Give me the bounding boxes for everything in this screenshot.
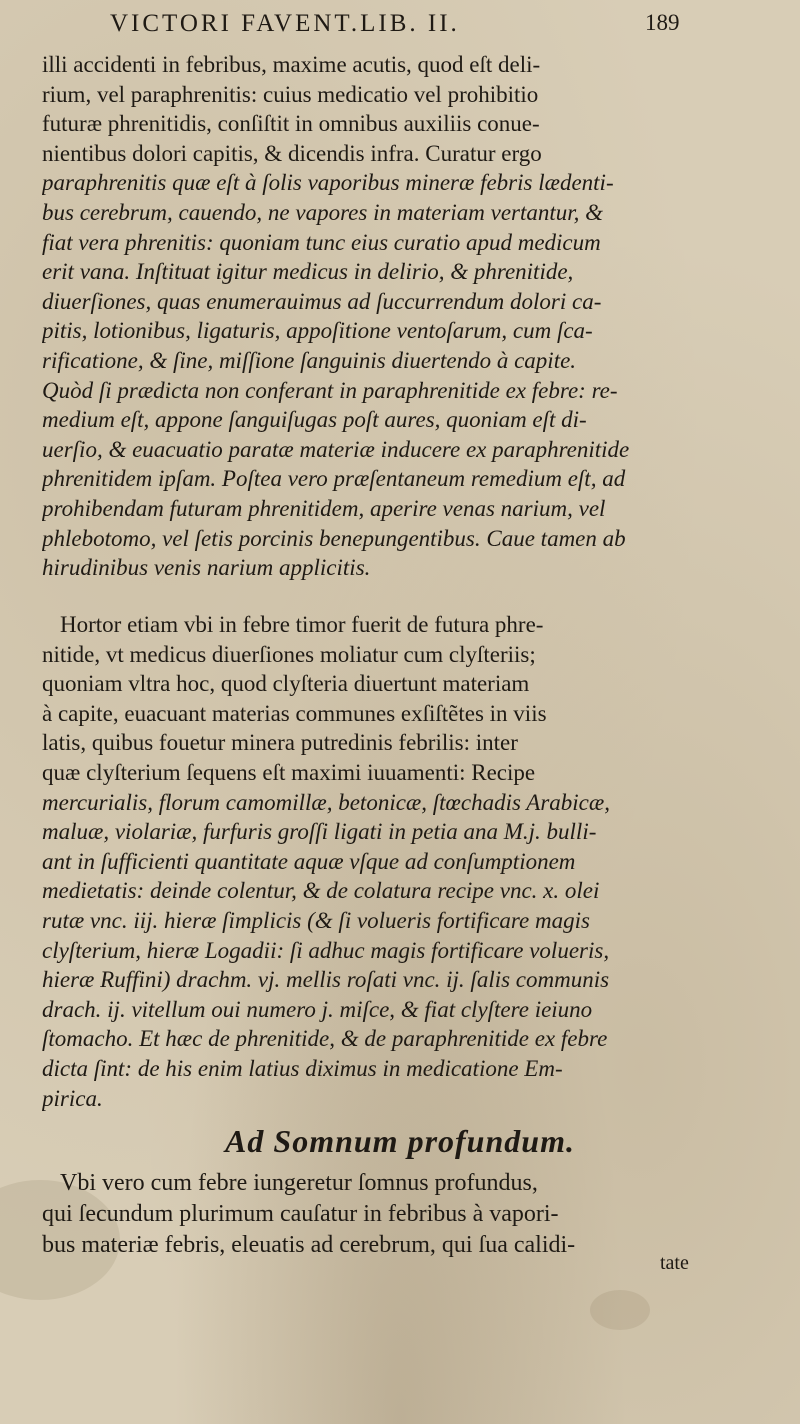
text-line: pirica. bbox=[42, 1085, 103, 1111]
text-line: medium eſt, appone ſanguiſugas poſt aures, quoniam eſt di- bbox=[42, 407, 587, 433]
text-line: Vbi vero cum febre iungeretur ſomnus profundus, bbox=[60, 1170, 538, 1196]
text-line: à capite, euacuant materias communes exſiſtẽtes in viis bbox=[42, 700, 547, 726]
text-line: rutæ vnc. iij. hieræ ſimplicis (& ſi volueris fortificare magis bbox=[42, 907, 590, 933]
text-line: rium, vel paraphrenitis: cuius medicatio vel prohibitio bbox=[42, 81, 539, 107]
paper-stain bbox=[590, 1290, 650, 1330]
text-line: illi accidenti in febribus, maxime acutis, quod eſt deli- bbox=[42, 52, 541, 77]
text-line: maluæ, violariæ, furfuris groſſi ligati in petia ana M.j. bulli- bbox=[42, 819, 597, 845]
text-line: quoniam vltra hoc, quod clyſteria diuertunt materiam bbox=[42, 671, 530, 697]
text-line: qui ſecundum plurimum cauſatur in febribus à vapori- bbox=[42, 1201, 559, 1227]
page-number: 189 bbox=[645, 10, 680, 35]
text-line: Quòd ſi prædicta non conferant in paraphrenitide ex febre: re- bbox=[42, 377, 618, 403]
text-line: futuræ phrenitidis, conſiſtit in omnibus auxiliis conue- bbox=[42, 111, 540, 137]
text-line: bus materiæ febris, eleuatis ad cerebrum, qui ſua calidi- bbox=[42, 1232, 576, 1258]
text-line: latis, quibus fouetur minera putredinis febrilis: inter bbox=[42, 730, 518, 756]
text-line: medietatis: deinde colentur, & de colatura recipe vnc. x. olei bbox=[42, 878, 600, 904]
text-line: drach. ij. vitellum oui numero j. miſce, & fiat clyſtere ieiuno bbox=[42, 996, 593, 1022]
running-header bbox=[110, 10, 680, 38]
running-title: VICTORI FAVENT.LIB. II. bbox=[110, 10, 460, 37]
text-line: prohibendam futuram phrenitidem, aperire venas narium, vel bbox=[42, 495, 606, 521]
text-line: bus cerebrum, cauendo, ne vapores in materiam vertantur, & bbox=[42, 199, 604, 225]
text-line: nientibus dolori capitis, & dicendis infra. Curatur ergo bbox=[42, 140, 542, 166]
text-line: uerſio, & euacuatio paratæ materiæ inducere ex paraphrenitide bbox=[42, 436, 630, 462]
text-line: diuerſiones, quas enumerauimus ad ſuccurrendum dolori ca- bbox=[42, 288, 602, 314]
paragraph-somnus bbox=[42, 1168, 767, 1261]
text-line: rificatione, & ſine, miſſione ſanguinis diuertendo à capite. bbox=[42, 347, 577, 373]
text-line: hirudinibus venis narium applicitis. bbox=[42, 555, 371, 581]
text-line: paraphrenitis quæ eſt à ſolis vaporibus mineræ febris lædenti- bbox=[42, 170, 614, 196]
text-line: phlebotomo, vel ſetis porcinis benepungentibus. Caue tamen ab bbox=[42, 525, 626, 551]
paragraph-phrenitis bbox=[42, 50, 767, 583]
paragraph-clysterium bbox=[42, 610, 767, 1113]
text-line: nitide, vt medicus diuerſiones moliatur cum clyſteriis; bbox=[42, 641, 536, 667]
text-line: phrenitidem ipſam. Poſtea vero præſentaneum remedium eſt, ad bbox=[42, 466, 626, 492]
section-heading: Ad Somnum profundum. bbox=[225, 1123, 575, 1159]
text-line: pitis, lotionibus, ligaturis, appoſitione ventoſarum, cum ſca- bbox=[42, 318, 593, 344]
text-line: ant in ſufficienti quantitate aquæ vſque ad conſumptionem bbox=[42, 848, 576, 874]
text-line: fiat vera phrenitis: quoniam tunc eius curatio apud medicum bbox=[42, 229, 601, 255]
text-line: erit vana. Inſtituat igitur medicus in delirio, & phrenitide, bbox=[42, 259, 574, 285]
text-line: ſtomacho. Et hæc de phrenitide, & de paraphrenitide ex febre bbox=[42, 1026, 608, 1052]
catchword: tate bbox=[660, 1252, 689, 1274]
text-line: dicta ſint: de his enim latius diximus in medicatione Em- bbox=[42, 1055, 563, 1081]
text-line: Hortor etiam vbi in febre timor fuerit de futura phre- bbox=[60, 612, 544, 637]
text-line: mercurialis, florum camomillæ, betonicæ, ſtœchadis Arabicæ, bbox=[42, 789, 610, 815]
text-line: quæ clyſterium ſequens eſt maximi iuuamenti: Recipe bbox=[42, 759, 536, 785]
text-line: clyſterium, hieræ Logadii: ſi adhuc magis fortificare volueris, bbox=[42, 937, 610, 963]
text-line: hieræ Ruffini) drachm. vj. mellis roſati vnc. ij. ſalis communis bbox=[42, 967, 610, 993]
